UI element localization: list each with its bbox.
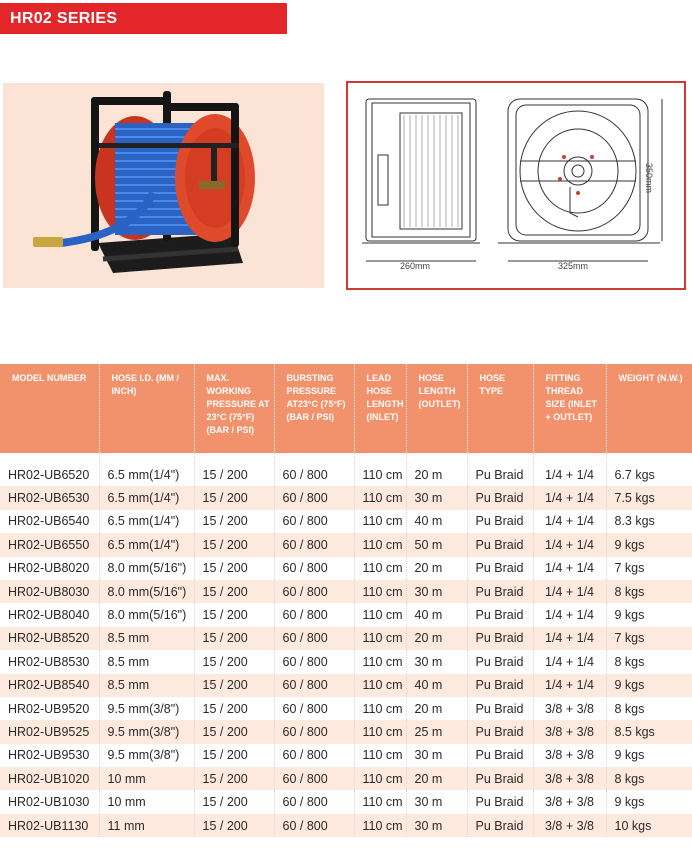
cell-bursting-pressure: 60 / 800 [274, 674, 354, 697]
cell-hose-type: Pu Braid [467, 720, 533, 743]
cell-hose-type: Pu Braid [467, 533, 533, 556]
cell-lead-hose: 110 cm [354, 767, 406, 790]
table-row [0, 603, 692, 626]
cell-weight: 7 kgs [606, 557, 692, 580]
table-row [0, 463, 692, 486]
cell-working-pressure: 15 / 200 [194, 814, 274, 837]
cell-hose-type: Pu Braid [467, 510, 533, 533]
cell-working-pressure: 15 / 200 [194, 674, 274, 697]
cell-hose-length: 25 m [406, 720, 467, 743]
cell-hose-id: 9.5 mm(3/8") [99, 697, 194, 720]
cell-fitting-thread: 1/4 + 1/4 [533, 486, 606, 509]
cell-lead-hose: 110 cm [354, 486, 406, 509]
cell-hose-length: 30 m [406, 744, 467, 767]
cell-model: HR02-UB8040 [0, 603, 99, 626]
cell-bursting-pressure: 60 / 800 [274, 603, 354, 626]
cell-working-pressure: 15 / 200 [194, 557, 274, 580]
cell-fitting-thread: 1/4 + 1/4 [533, 510, 606, 533]
cell-model: HR02-UB6520 [0, 463, 99, 486]
cell-fitting-thread: 3/8 + 3/8 [533, 720, 606, 743]
side-width-label: 260mm [400, 261, 431, 271]
cell-fitting-thread: 1/4 + 1/4 [533, 580, 606, 603]
cell-weight: 8.3 kgs [606, 510, 692, 533]
cell-hose-type: Pu Braid [467, 790, 533, 813]
cell-hose-type: Pu Braid [467, 674, 533, 697]
table-row [0, 767, 692, 790]
spec-table [0, 364, 692, 837]
cell-lead-hose: 110 cm [354, 580, 406, 603]
col-header-bursting-pressure: BURSTING PRESSURE AT23°C (75°F) (BAR / PSI) [274, 364, 354, 453]
cell-bursting-pressure: 60 / 800 [274, 510, 354, 533]
cell-hose-type: Pu Braid [467, 744, 533, 767]
cell-hose-type: Pu Braid [467, 486, 533, 509]
cell-weight: 9 kgs [606, 790, 692, 813]
cell-hose-id: 9.5 mm(3/8") [99, 744, 194, 767]
col-header-working-pressure: MAX. WORKING PRESSURE AT 23°C (75°F) (BAR / PSI) [194, 364, 274, 453]
cell-fitting-thread: 3/8 + 3/8 [533, 814, 606, 837]
cell-lead-hose: 110 cm [354, 557, 406, 580]
header-spacer-row [0, 453, 692, 463]
table-row [0, 650, 692, 673]
cell-fitting-thread: 1/4 + 1/4 [533, 627, 606, 650]
cell-weight: 9 kgs [606, 674, 692, 697]
cell-bursting-pressure: 60 / 800 [274, 790, 354, 813]
cell-bursting-pressure: 60 / 800 [274, 767, 354, 790]
cell-model: HR02-UB6530 [0, 486, 99, 509]
cell-model: HR02-UB8540 [0, 674, 99, 697]
cell-hose-type: Pu Braid [467, 767, 533, 790]
cell-working-pressure: 15 / 200 [194, 744, 274, 767]
col-header-hose-id: HOSE I.D. (MM / INCH) [99, 364, 194, 453]
cell-hose-length: 30 m [406, 580, 467, 603]
cell-hose-length: 30 m [406, 486, 467, 509]
cell-hose-type: Pu Braid [467, 627, 533, 650]
cell-working-pressure: 15 / 200 [194, 580, 274, 603]
table-row [0, 697, 692, 720]
cell-weight: 8.5 kgs [606, 720, 692, 743]
cell-hose-type: Pu Braid [467, 650, 533, 673]
cell-lead-hose: 110 cm [354, 744, 406, 767]
cell-hose-length: 20 m [406, 463, 467, 486]
cell-working-pressure: 15 / 200 [194, 533, 274, 556]
cell-hose-length: 40 m [406, 674, 467, 697]
cell-weight: 8 kgs [606, 580, 692, 603]
dimension-drawing [348, 83, 684, 288]
cell-hose-length: 20 m [406, 767, 467, 790]
cell-weight: 9 kgs [606, 744, 692, 767]
cell-bursting-pressure: 60 / 800 [274, 557, 354, 580]
table-row [0, 790, 692, 813]
cell-working-pressure: 15 / 200 [194, 767, 274, 790]
cell-bursting-pressure: 60 / 800 [274, 463, 354, 486]
cell-weight: 7.5 kgs [606, 486, 692, 509]
hose-reel-illustration [3, 83, 324, 288]
cell-lead-hose: 110 cm [354, 814, 406, 837]
cell-model: HR02-UB9520 [0, 697, 99, 720]
cell-fitting-thread: 3/8 + 3/8 [533, 790, 606, 813]
table-row [0, 580, 692, 603]
cell-hose-id: 8.0 mm(5/16") [99, 580, 194, 603]
height-label: 350mm [644, 163, 654, 194]
cell-bursting-pressure: 60 / 800 [274, 627, 354, 650]
cell-weight: 6.7 kgs [606, 463, 692, 486]
table-row [0, 533, 692, 556]
cell-hose-id: 6.5 mm(1/4") [99, 463, 194, 486]
cell-hose-id: 8.5 mm [99, 627, 194, 650]
cell-hose-length: 20 m [406, 627, 467, 650]
cell-hose-length: 30 m [406, 814, 467, 837]
cell-model: HR02-UB8520 [0, 627, 99, 650]
spec-table-body [0, 453, 692, 837]
table-row [0, 486, 692, 509]
table-row [0, 744, 692, 767]
cell-lead-hose: 110 cm [354, 720, 406, 743]
cell-hose-length: 30 m [406, 790, 467, 813]
cell-working-pressure: 15 / 200 [194, 790, 274, 813]
cell-fitting-thread: 1/4 + 1/4 [533, 650, 606, 673]
cell-hose-length: 50 m [406, 533, 467, 556]
cell-weight: 9 kgs [606, 533, 692, 556]
cell-hose-id: 8.0 mm(5/16") [99, 557, 194, 580]
cell-fitting-thread: 1/4 + 1/4 [533, 674, 606, 697]
cell-fitting-thread: 1/4 + 1/4 [533, 463, 606, 486]
cell-hose-id: 6.5 mm(1/4") [99, 533, 194, 556]
cell-working-pressure: 15 / 200 [194, 486, 274, 509]
cell-lead-hose: 110 cm [354, 627, 406, 650]
cell-bursting-pressure: 60 / 800 [274, 486, 354, 509]
cell-working-pressure: 15 / 200 [194, 720, 274, 743]
col-header-weight: WEIGHT (N.W.) [606, 364, 692, 453]
cell-hose-id: 11 mm [99, 814, 194, 837]
cell-hose-length: 20 m [406, 697, 467, 720]
cell-hose-id: 6.5 mm(1/4") [99, 486, 194, 509]
cell-lead-hose: 110 cm [354, 697, 406, 720]
cell-hose-id: 6.5 mm(1/4") [99, 510, 194, 533]
cell-hose-type: Pu Braid [467, 603, 533, 626]
cell-hose-id: 10 mm [99, 767, 194, 790]
table-row [0, 627, 692, 650]
cell-hose-type: Pu Braid [467, 580, 533, 603]
cell-weight: 8 kgs [606, 697, 692, 720]
cell-hose-type: Pu Braid [467, 814, 533, 837]
cell-lead-hose: 110 cm [354, 674, 406, 697]
cell-working-pressure: 15 / 200 [194, 627, 274, 650]
table-row [0, 674, 692, 697]
cell-hose-length: 20 m [406, 557, 467, 580]
col-header-model: MODEL NUMBER [0, 364, 99, 453]
table-row [0, 814, 692, 837]
col-header-hose-length: HOSE LENGTH (OUTLET) [406, 364, 467, 453]
cell-model: HR02-UB1030 [0, 790, 99, 813]
cell-working-pressure: 15 / 200 [194, 650, 274, 673]
cell-bursting-pressure: 60 / 800 [274, 580, 354, 603]
cell-fitting-thread: 1/4 + 1/4 [533, 603, 606, 626]
cell-working-pressure: 15 / 200 [194, 463, 274, 486]
cell-bursting-pressure: 60 / 800 [274, 650, 354, 673]
cell-lead-hose: 110 cm [354, 650, 406, 673]
cell-bursting-pressure: 60 / 800 [274, 814, 354, 837]
table-row [0, 720, 692, 743]
cell-bursting-pressure: 60 / 800 [274, 744, 354, 767]
cell-model: HR02-UB9525 [0, 720, 99, 743]
cell-lead-hose: 110 cm [354, 790, 406, 813]
col-header-hose-type: HOSE TYPE [467, 364, 533, 453]
col-header-lead-hose: LEAD HOSE LENGTH (INLET) [354, 364, 406, 453]
cell-model: HR02-UB8020 [0, 557, 99, 580]
cell-hose-type: Pu Braid [467, 557, 533, 580]
cell-hose-length: 40 m [406, 510, 467, 533]
cell-weight: 10 kgs [606, 814, 692, 837]
cell-fitting-thread: 3/8 + 3/8 [533, 697, 606, 720]
cell-lead-hose: 110 cm [354, 603, 406, 626]
cell-weight: 8 kgs [606, 650, 692, 673]
series-title: HR02 SERIES [0, 3, 287, 34]
cell-lead-hose: 110 cm [354, 533, 406, 556]
cell-model: HR02-UB6540 [0, 510, 99, 533]
cell-weight: 9 kgs [606, 603, 692, 626]
cell-working-pressure: 15 / 200 [194, 510, 274, 533]
cell-model: HR02-UB6550 [0, 533, 99, 556]
dimension-drawing-panel [346, 81, 686, 290]
cell-model: HR02-UB8530 [0, 650, 99, 673]
cell-bursting-pressure: 60 / 800 [274, 533, 354, 556]
cell-lead-hose: 110 cm [354, 510, 406, 533]
cell-working-pressure: 15 / 200 [194, 603, 274, 626]
cell-hose-length: 30 m [406, 650, 467, 673]
front-width-label: 325mm [558, 261, 589, 271]
cell-fitting-thread: 1/4 + 1/4 [533, 533, 606, 556]
cell-weight: 7 kgs [606, 627, 692, 650]
cell-hose-id: 8.0 mm(5/16") [99, 603, 194, 626]
cell-hose-type: Pu Braid [467, 463, 533, 486]
cell-bursting-pressure: 60 / 800 [274, 720, 354, 743]
cell-fitting-thread: 3/8 + 3/8 [533, 744, 606, 767]
table-header-row [0, 364, 692, 453]
cell-hose-id: 8.5 mm [99, 650, 194, 673]
table-row [0, 557, 692, 580]
table-row [0, 510, 692, 533]
cell-model: HR02-UB1130 [0, 814, 99, 837]
cell-hose-id: 8.5 mm [99, 674, 194, 697]
cell-working-pressure: 15 / 200 [194, 697, 274, 720]
product-photo-panel [3, 83, 324, 288]
cell-model: HR02-UB1020 [0, 767, 99, 790]
cell-model: HR02-UB9530 [0, 744, 99, 767]
cell-hose-id: 9.5 mm(3/8") [99, 720, 194, 743]
cell-fitting-thread: 3/8 + 3/8 [533, 767, 606, 790]
col-header-fitting-thread: FITTING THREAD SIZE (INLET + OUTLET) [533, 364, 606, 453]
cell-hose-length: 40 m [406, 603, 467, 626]
cell-fitting-thread: 1/4 + 1/4 [533, 557, 606, 580]
cell-bursting-pressure: 60 / 800 [274, 697, 354, 720]
cell-hose-type: Pu Braid [467, 697, 533, 720]
cell-weight: 8 kgs [606, 767, 692, 790]
cell-hose-id: 10 mm [99, 790, 194, 813]
cell-lead-hose: 110 cm [354, 463, 406, 486]
cell-model: HR02-UB8030 [0, 580, 99, 603]
